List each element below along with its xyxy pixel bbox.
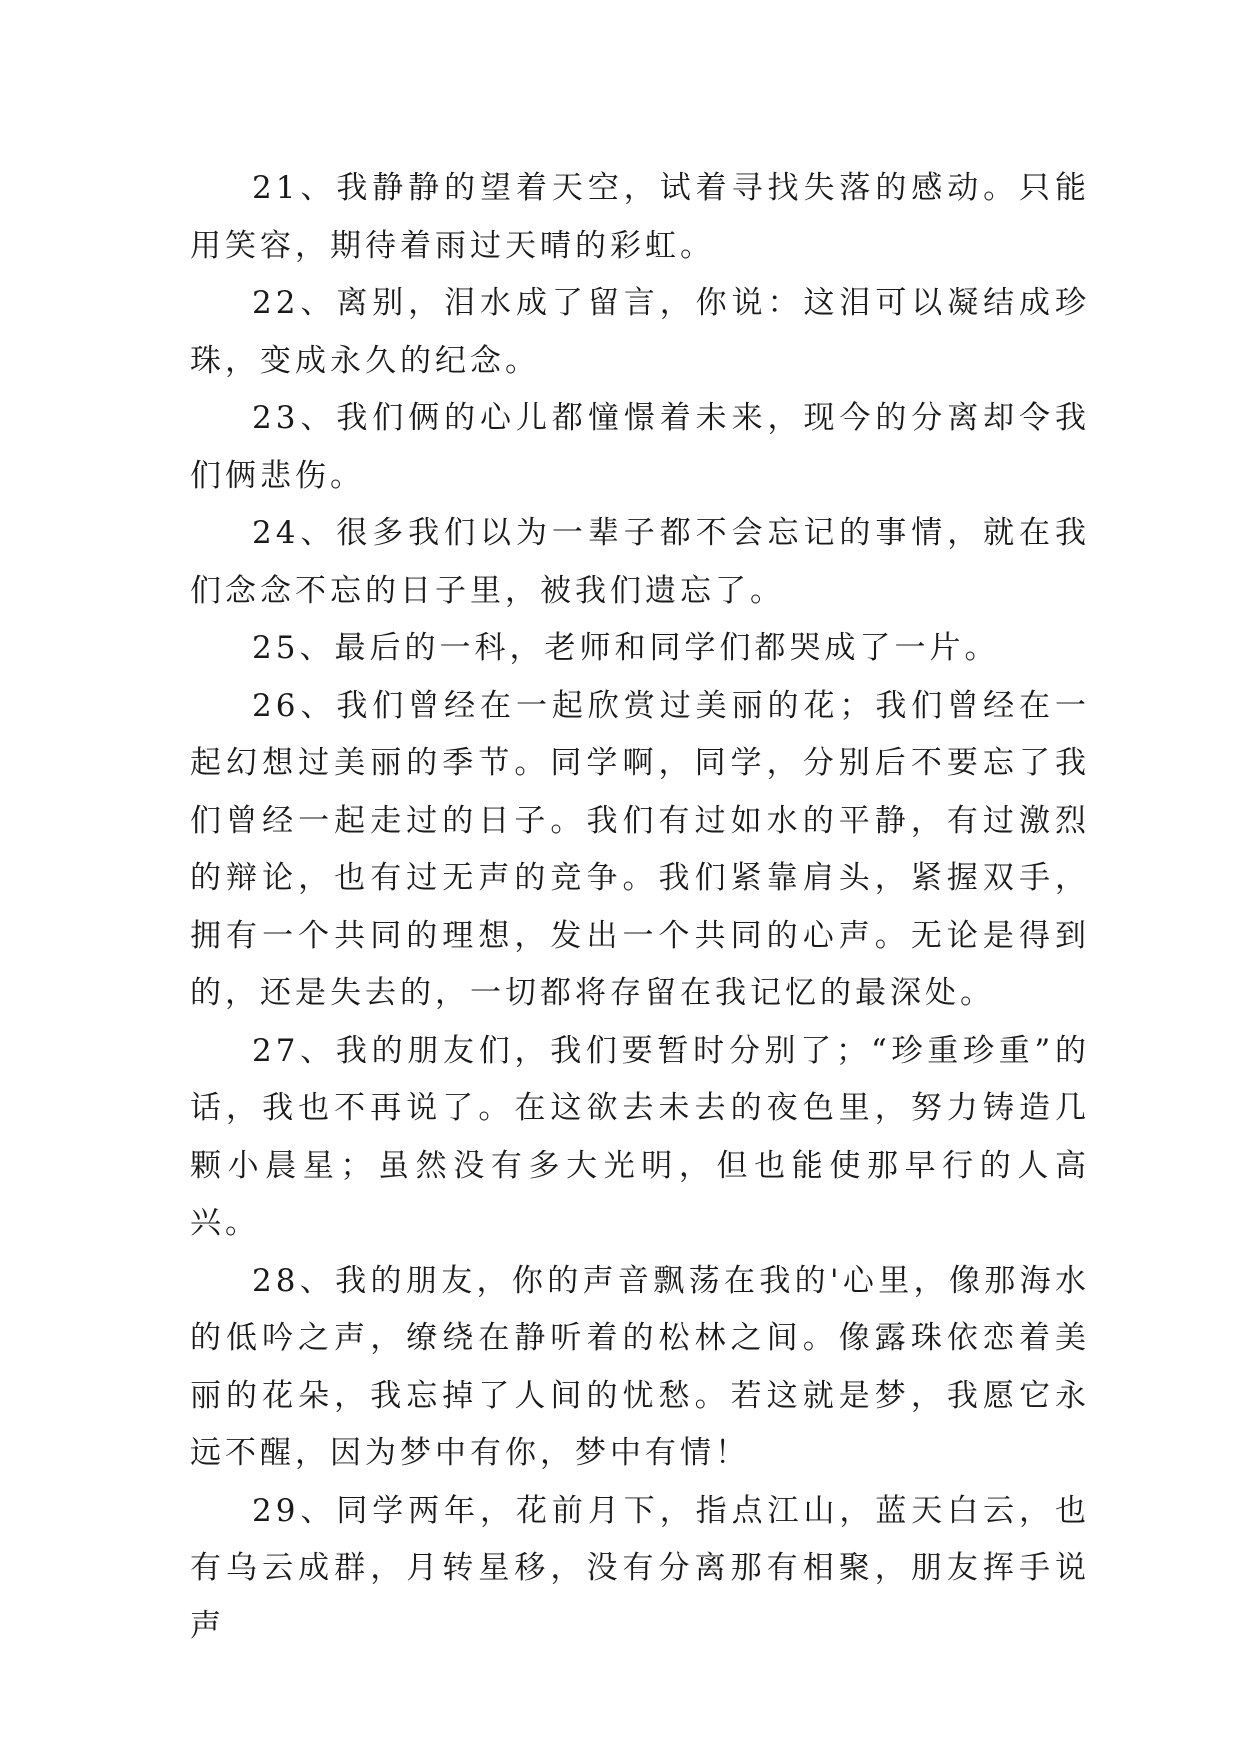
paragraph-28: 28、我的朋友，你的声音飘荡在我的'心里，像那海水的低吟之声，缭绕在静听着的松林之间。像露珠依恋着美丽的花朵，我忘掉了人间的忧愁。若这就是梦，我愿它永远不醒，因为梦中有你，梦中有情！ <box>190 1262 1090 1471</box>
paragraph-24: 24、很多我们以为一辈子都不会忘记的事情，就在我们念念不忘的日子里，被我们遗忘了。 <box>190 515 1090 609</box>
paragraph-27: 27、我的朋友们，我们要暂时分别了；“珍重珍重”的话，我也不再说了。在这欲去未去的夜色里，努力铸造几颗小晨星；虽然没有多大光明，但也能使那早行的人高兴。 <box>190 1032 1090 1241</box>
paragraph-23: 23、我们俩的心儿都憧憬着未来，现今的分离却令我们俩悲伤。 <box>190 400 1090 494</box>
paragraph-26: 26、我们曾经在一起欣赏过美丽的花；我们曾经在一起幻想过美丽的季节。同学啊，同学，分别后不要忘了我们曾经一起走过的日子。我们有过如水的平静，有过激烈的辩论，也有过无声的竞争。我们紧靠肩头，紧握双手，拥有一个共同的理想，发出一个共同的心声。无论是得到的，还是失去的，一切都将存留在我记忆的最深处。 <box>190 687 1090 1011</box>
paragraph-22: 22、离别，泪水成了留言，你说：这泪可以凝结成珍珠，变成永久的纪念。 <box>190 285 1090 379</box>
paragraph-29: 29、同学两年，花前月下，指点江山，蓝天白云，也有乌云成群，月转星移，没有分离那有相聚，朋友挥手说声 <box>190 1492 1090 1644</box>
paragraph-21: 21、我静静的望着天空，试着寻找失落的感动。只能用笑容，期待着雨过天晴的彩虹。 <box>190 170 1090 264</box>
paragraph-25: 25、最后的一科，老师和同学们都哭成了一片。 <box>252 630 1000 666</box>
document-body <box>190 160 1090 1655</box>
